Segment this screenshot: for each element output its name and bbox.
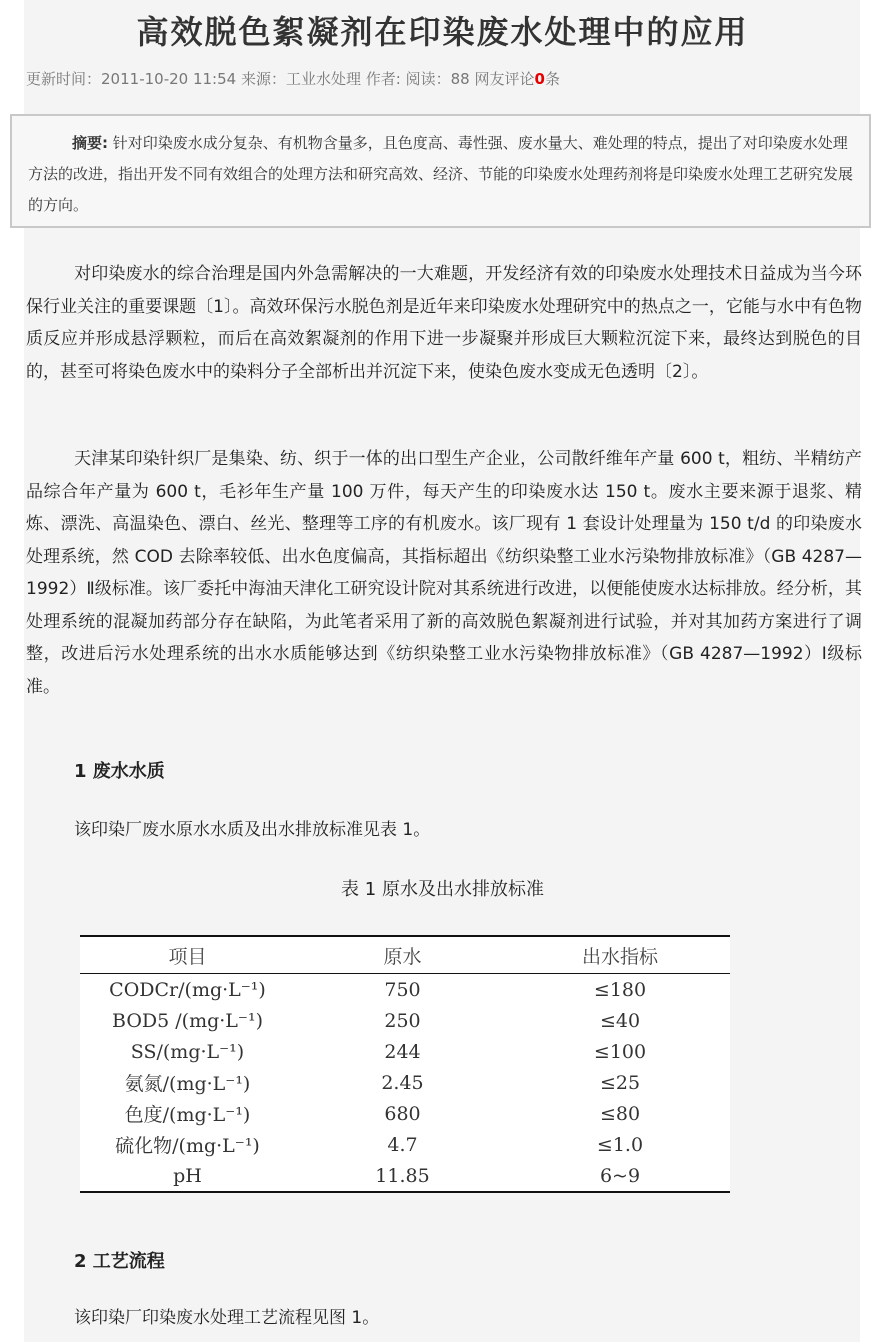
author-label: 作者:: [365, 70, 401, 88]
table-row: [80, 1067, 730, 1098]
paragraph-intro-text: 对印染废水的综合治理是国内外急需解决的一大难题，开发经济有效的印染废水处理技术日益成为当今环保行业关注的重要课题〔1〕。高效环保污水脱色剂是近年来印染废水处理研究中的热点之一，它能与水中有色物质反应并形成悬浮颗粒，而后在高效絮凝剂的作用下进一步凝聚并形成巨大颗粒沉淀下来，最终达到脱色的目的，甚至可将染色废水中的染料分子全部析出并沉淀下来，使染色废水变成无色透明〔2〕。: [26, 264, 862, 382]
table-row: [80, 1036, 730, 1067]
source-value: 工业水处理: [285, 70, 361, 88]
paragraph-table-ref: [26, 814, 862, 847]
water-quality-table: [80, 935, 730, 1193]
table-cell: 氨氮/(mg·L⁻¹): [124, 1073, 251, 1095]
table-cell: 4.7: [387, 1133, 418, 1156]
table-cell: 11.85: [295, 1160, 510, 1192]
table-cell: 6~9: [510, 1160, 730, 1192]
table-header-row: [80, 936, 730, 974]
table-row: [80, 1129, 730, 1160]
table-cell: 250: [384, 1009, 421, 1032]
table-cell: pH: [80, 1160, 295, 1192]
read-count: 88: [450, 70, 470, 88]
table-cell: 750: [384, 978, 421, 1001]
table-cell: CODCr/(mg·L⁻¹): [109, 978, 266, 1001]
table-cell: 色度/(mg·L⁻¹): [124, 1104, 251, 1126]
article-meta: [26, 68, 560, 90]
paragraph-background: [26, 443, 862, 703]
table-row: [80, 974, 730, 1006]
paragraph-figure-ref: [26, 1302, 862, 1335]
table-row: [80, 1098, 730, 1129]
comment-count[interactable]: 0: [534, 70, 545, 88]
table-cell: ≤1.0: [596, 1133, 644, 1156]
source-label: 来源：: [240, 70, 286, 88]
table-cell: 2.45: [381, 1071, 424, 1094]
table-cell: ≤40: [599, 1009, 641, 1032]
comment-unit: 条: [544, 70, 560, 88]
abstract-text: 针对印染废水成分复杂、有机物含量多，且色度高、毒性强、废水量大、难处理的特点，提出了对印染废水处理方法的改进，指出开发不同有效组合的处理方法和研究高效、经济、节能的印染废水处理药剂将是印染废水处理工艺研究发展的方向。: [28, 134, 854, 214]
table-cell: 硫化物/(mg·L⁻¹): [115, 1135, 260, 1157]
read-label: 阅读：: [405, 70, 451, 88]
paragraph-background-text: 天津某印染针织厂是集染、纺、织于一体的出口型生产企业，公司散纤维年产量 600 t，粗纺、半精纺产品综合年产量为 600 t，毛衫年生产量 100 万件，每天产生的印染废水达 150 t。废水主要来源于退浆、精炼、漂洗、高温染色、漂白、丝光、整理等工序的有机废水。该厂现有 1 套设计处理量为 150 t/d 的印染废水处理系统，然 COD 去除率较低、出水色度偏高，其指标超出《纺织染整工业水污染物排放标准》（GB 4287—1992）Ⅱ级标准。该厂委托中海油天津化工研究设计院对其系统进行改进，以便能使废水达标排放。经分析，其处理系统的混凝加药部分存在缺陷，为此笔者采用了新的高效脱色絮凝剂进行试验，并对其加药方案进行了调整，改进后污水处理系统的出水水质能够达到《纺织染整工业水污染物排放标准》（GB 4287—1992）Ⅰ级标准。: [26, 449, 862, 697]
table-row: [80, 1005, 730, 1036]
paragraph-table-ref-text: 该印染厂废水原水水质及出水排放标准见表 1。: [74, 820, 431, 840]
table-cell: BOD5 /(mg·L⁻¹): [112, 1009, 263, 1032]
abstract-label: 摘要:: [72, 134, 108, 152]
table-header-effluent: 出水指标: [510, 936, 730, 974]
update-label: 更新时间：: [26, 70, 102, 88]
table-header-item: 项目: [80, 936, 295, 974]
section-heading-wastewater-quality: 1 废水水质: [74, 761, 165, 782]
table-header-raw: 原水: [295, 936, 510, 974]
update-time: 2011-10-20 11:54: [101, 70, 237, 88]
article-title: 高效脱色絮凝剂在印染废水处理中的应用: [136, 13, 749, 51]
table-cell: 680: [384, 1102, 421, 1125]
paragraph-intro: [26, 258, 862, 388]
section-heading-process-flow: 2 工艺流程: [74, 1251, 165, 1272]
table-cell: SS/(mg·L⁻¹): [130, 1040, 245, 1063]
table-cell: 244: [384, 1040, 421, 1063]
comment-label[interactable]: 网友评论: [474, 70, 535, 88]
table-cell: ≤100: [593, 1040, 647, 1063]
paragraph-figure-ref-text: 该印染厂印染废水处理工艺流程见图 1。: [74, 1308, 380, 1328]
table-cell: ≤80: [599, 1102, 641, 1125]
table-row: [80, 1160, 730, 1192]
abstract-box: [10, 114, 871, 228]
table-caption: 表 1 原水及出水排放标准: [341, 879, 544, 900]
table-cell: ≤25: [599, 1071, 641, 1094]
table-cell: ≤180: [593, 978, 647, 1001]
